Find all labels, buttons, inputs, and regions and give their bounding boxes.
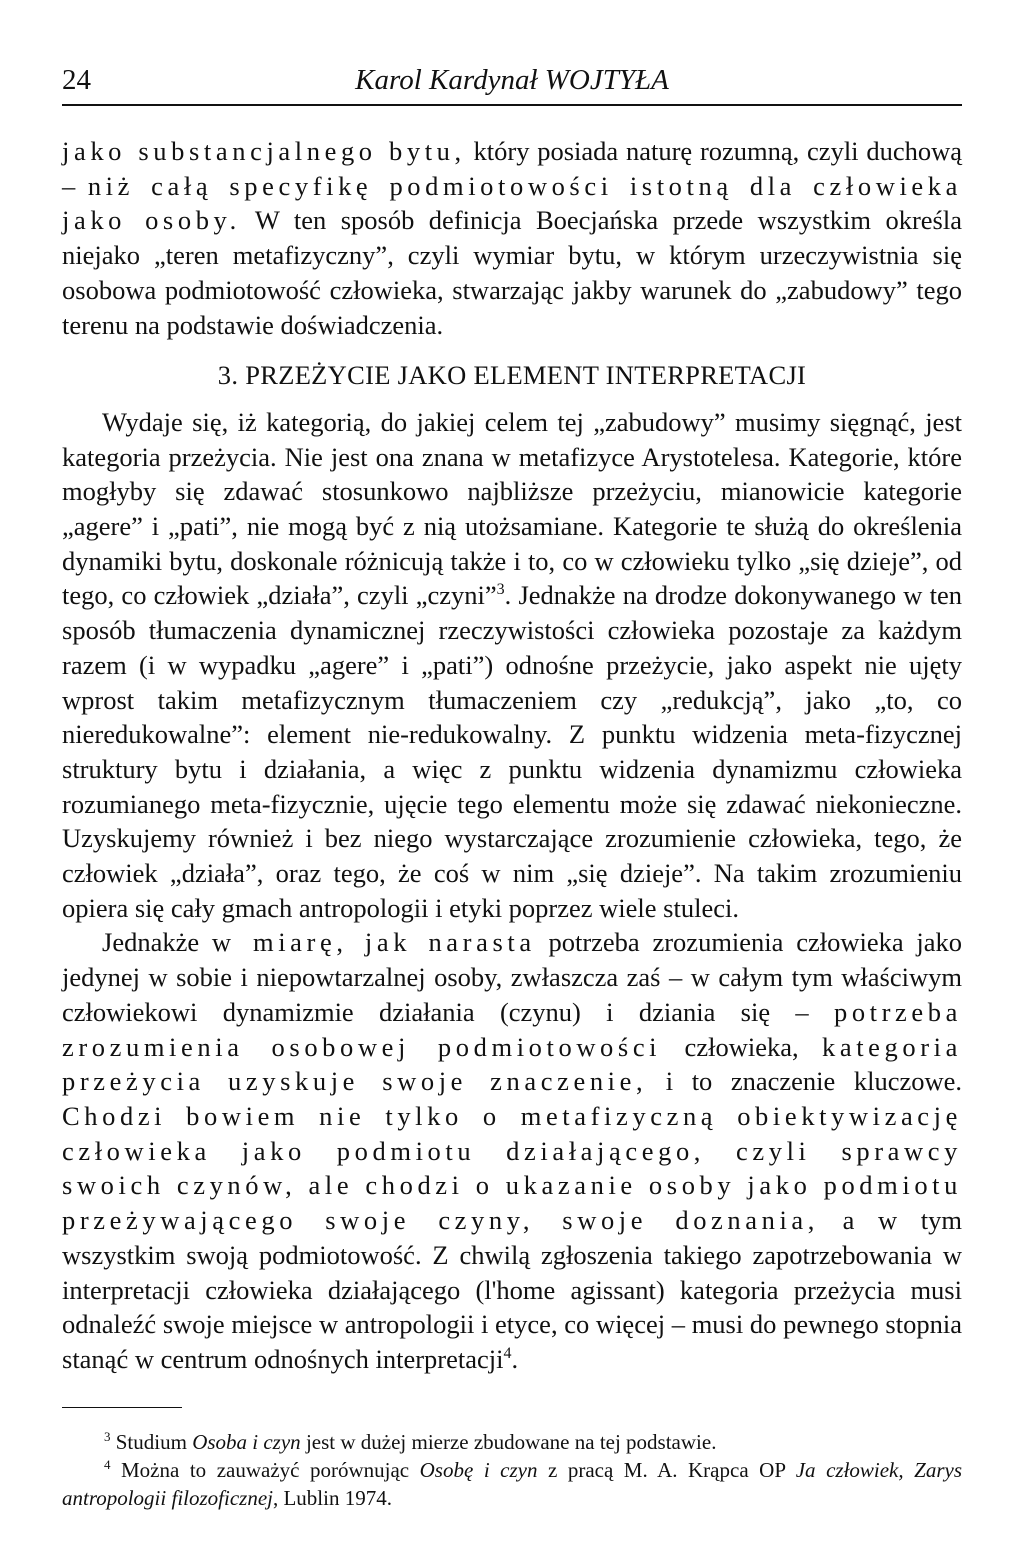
text-run: Można to zauważyć porównując (110, 1457, 420, 1482)
text-run: a w tym wszystkim swoją podmiotowość. Z chwilą zgłoszenia takiego zapotrzebowania w interpretacji człowieka działającego (l'home agissant) kategoria przeżycia musi odnaleźć swoje miejsce w antropologii i etyce, co więcej – musi do pewnego stopnia stanąć w centrum odnośnych interpretacji (62, 1205, 963, 1374)
italic-title: Ja człowiek, Zarys antropologii filozoficznej (62, 1457, 962, 1510)
footnote-ref: 3 (496, 581, 505, 599)
paragraph (62, 405, 962, 926)
running-header (62, 58, 962, 106)
italic-title: Osoba i czyn (192, 1429, 301, 1454)
paragraph (62, 925, 962, 1376)
spaced-emphasis: niż całą specyfikę podmiotowości istotną dla człowieka jako osoby. (62, 170, 962, 236)
spaced-emphasis: w miarę, jak narasta (211, 927, 536, 958)
text-run: potrzeba zrozumienia człowieka jako jedynej w sobie i niepowtarzalnej osoby, zwłaszcza zaś – w całym tym właściwym człowiekowi dynamizmie działania (czynu) i dziania się – (62, 927, 962, 1027)
footnote (62, 1456, 962, 1512)
italic-title: Osobę i czyn (419, 1457, 538, 1482)
text-run: , Lublin 1974. (272, 1485, 392, 1510)
text-run: W ten sposób definicja Boecjańska przede wszystkim określa niejako „teren metafizyczny”, czyli wymiar bytu, w którym urzeczywistnia się osobowa podmiotowość człowieka, stwarzając jakby warunek do „zabudowy” tego terenu na podstawie doświadczenia. (62, 205, 962, 340)
footnote-ref: 4 (503, 1345, 512, 1363)
running-title: Karol Kardynał WOJTYŁA (355, 64, 669, 96)
text-run: jest w dużej mierze zbudowane na tej podstawie. (300, 1429, 717, 1454)
spaced-emphasis: Chodzi bowiem nie tylko o metafizyczną obiektywizację człowieka jako podmiotu działającego, czyli sprawcy swoich czynów, ale chodzi o ukazanie osoby jako podmiotu przeżywającego swoje czyny, swoje doznania, (62, 1100, 962, 1236)
footnote-mark: 3 (104, 1428, 111, 1444)
book-page (62, 58, 962, 1512)
continuation-paragraph (62, 134, 962, 342)
spaced-emphasis: potrzeba zrozumienia osobowej podmiotowości (62, 996, 962, 1062)
section-heading: 3. PRZEŻYCIE JAKO ELEMENT INTERPRETACJI (217, 360, 807, 391)
text-run: Wydaje się, iż kategorią, do jakiej celem tej „zabudowy” musimy sięgnąć, jest kategoria przeżycia. Nie jest ona znana w metafizyce Arystotelesa. Kategorie, które mogłyby się zdawać stosunkowo najbliższe przeżyciu, mianowicie kategorie „agere” i „pati”, nie mogą być z nią utożsamiane. Kategorie te służą do określenia dynamiki bytu, doskonale różnicują także i to, co w człowieku tylko „się dzieje”, od tego, co człowiek „działa”, czyli „czyni” (62, 406, 962, 611)
footnote-rule (62, 1407, 182, 1408)
text-run: . Jednakże na drodze dokonywanego w ten sposób tłumaczenia dynamicznej rzeczywistości człowieka pozostaje za każdym razem (i w wypadku „agere” i „pati”) odnośne przeżycie, jako aspekt nie ujęty wprost takim metafizycznym tłumaczeniem czy „redukcją”, jako „to, co nieredukowalne”: element nie-redukowalny. Z punktu widzenia meta-fizycznej struktury bytu i działania, a więc z punktu widzenia dynamizmu człowieka rozumianego meta-fizycznie, ujęcie tego elementu może się zdawać niekonieczne. Uzyskujemy również i bez niego wystarczające zrozumienie człowieka, tego, że człowiek „działa”, oraz tego, że coś w nim „się dzieje”. Na takim zrozumieniu opiera się cały gmach antropologii i etyki poprzez wiele stuleci. (62, 580, 962, 923)
footnote (62, 1428, 962, 1456)
spaced-emphasis: jako substancjalnego bytu, (62, 136, 466, 166)
text-run: z pracą M. A. Krąpca OP (537, 1457, 796, 1482)
text-run: Jednakże (102, 927, 212, 958)
text-run: który posiada naturę rozumną, czyli duchową – (62, 136, 962, 201)
spaced-emphasis: kategoria przeżycia uzyskuje swoje znaczenie, (62, 1031, 962, 1097)
text-run: człowieka, (661, 1031, 822, 1062)
footnotes (62, 1428, 962, 1512)
text-run: Studium (110, 1429, 193, 1454)
footnote-mark: 4 (104, 1456, 111, 1472)
page-number: 24 (62, 64, 91, 96)
body-text (62, 134, 962, 1377)
text-run: . (511, 1343, 519, 1374)
text-run: i to znaczenie kluczowe. (647, 1066, 962, 1097)
